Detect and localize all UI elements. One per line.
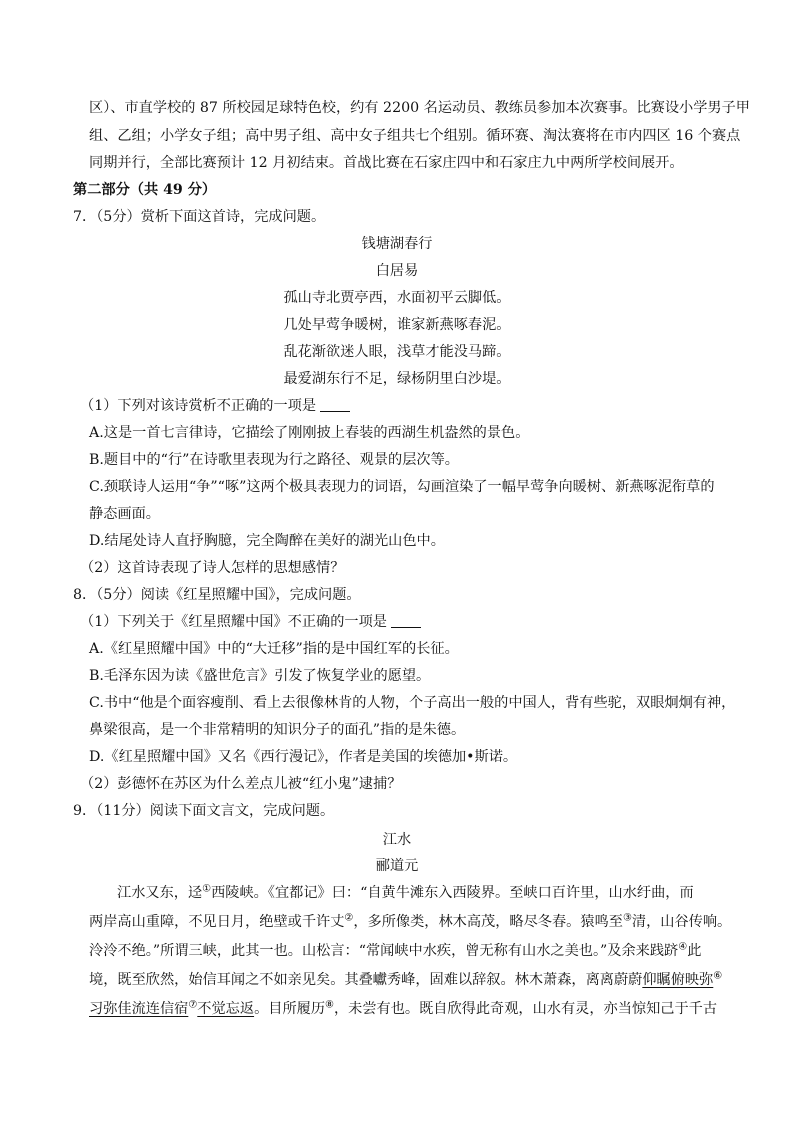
q7-poem-line-4: 最爱湖东行不足，绿杨阴里白沙堤。 (283, 371, 511, 387)
q9-underlined-phrase-3: 不觉忘返 (197, 1001, 255, 1017)
q7-option-a: A.这是一首七言律诗，它描绘了刚刚披上春装的西湖生机盎然的景色。 (89, 425, 530, 441)
q8-option-c-line2: 鼻梁很高，是一个非常精明的知识分子的面孔”指的是朱德。 (89, 722, 466, 738)
q7-option-b: B.题目中的“行”在诗歌里表现为行之路径、观景的层次等。 (89, 452, 459, 468)
q7-stem: 7．（5分）赏析下面这首诗，完成问题。 (73, 209, 326, 225)
q7-sub1 (80, 396, 350, 416)
note-marker-4: ④ (678, 941, 688, 953)
q9-p1-text-a: 江水又东，迳 (117, 885, 203, 901)
note-marker-2: ② (344, 912, 354, 924)
q9-p3-text-a: 泠泠不绝。”所谓三峡，此其一也。山松言：“常闻峡中水疾，曾无称有山水之美也。”及余来践跻 (89, 943, 679, 959)
q9-p5-text-b: ，未尝有也。既自欣得此奇观，山水有灵，亦当惊知己于千古 (333, 1001, 718, 1017)
q7-poem-author: 白居易 (375, 263, 419, 279)
q9-p5-text-a: 。目所履历 (254, 1001, 326, 1017)
q8-sub2: （2）彭德怀在苏区为什么差点儿被“红小鬼”逮捕？ (80, 776, 402, 792)
q9-passage-line-4 (89, 970, 722, 990)
q9-passage-title: 江水 (382, 832, 412, 848)
q9-stem: 9．（11分）阅读下面文言文，完成问题。 (73, 803, 335, 819)
q9-passage-author: 郦道元 (375, 858, 419, 874)
q7-option-d: D.结尾处诗人直抒胸臆，完全陶醉在美好的湖光山色中。 (89, 533, 445, 549)
q9-p2-text-a: 两岸高山重障，不见日月，绝壁或千许丈 (89, 914, 345, 930)
q8-answer-blank[interactable] (391, 613, 421, 628)
note-marker-6: ⑥ (713, 970, 723, 982)
q8-option-c-line1: C.书中“他是个面容瘦削、看上去很像林肯的人物，个子高出一般的中国人，背有些驼，双眼炯炯有神， (89, 695, 736, 711)
q8-stem: 8．（5分）阅读《红星照耀中国》，完成问题。 (73, 587, 361, 603)
intro-line-3: 同期并行，全部比赛预计 12 月初结束。首战比赛在石家庄四中和石家庄九中两所学校间展开。 (89, 155, 684, 171)
q8-option-a: A.《红星照耀中国》中的“大迁移”指的是中国红军的长征。 (89, 641, 459, 657)
q7-sub2: （2）这首诗表现了诗人怎样的思想感情？ (80, 560, 345, 576)
q9-p1-text-b: 西陵峡。《宜都记》曰：“自黄牛滩东入西陵界。至峡口百许里，山水纡曲，而 (211, 885, 694, 901)
intro-line-1: 区）、市直学校的 87 所校园足球特色校，约有 2200 名运动员、教练员参加本次赛事。比赛设小学男子甲 (89, 100, 750, 116)
q9-passage-line-2 (89, 912, 731, 932)
q8-option-b: B.毛泽东因为读《盛世危言》引发了恢复学业的愿望。 (89, 668, 431, 684)
q9-p4-text-a: 境，既至欣然，始信耳闻之不如亲见矣。其叠巘秀峰，固难以辞叙。林木萧森，离离蔚蔚 (89, 972, 643, 988)
q9-passage-line-5 (89, 999, 717, 1019)
q7-answer-blank[interactable] (320, 397, 350, 412)
q9-p2-text-b: ，多所像类，林木高茂，略尽冬春。猿鸣至 (353, 914, 623, 930)
note-marker-3: ③ (622, 912, 632, 924)
q7-poem-line-1: 孤山寺北贾亭西，水面初平云脚低。 (283, 290, 511, 306)
q8-sub1 (80, 612, 421, 632)
intro-line-2: 组、乙组；小学女子组；高中男子组、高中女子组共七个组别。循环赛、淘汰赛将在市内四区 16 个赛点 (89, 128, 741, 144)
q8-option-d: D.《红星照耀中国》又名《西行漫记》，作者是美国的埃德加•斯诺。 (89, 749, 518, 765)
note-marker-1: ① (202, 883, 212, 895)
q7-poem-line-2: 几处早莺争暖树，谁家新燕啄春泥。 (283, 317, 511, 333)
q7-sub1-text: （1）下列对该诗赏析不正确的一项是 (80, 398, 317, 414)
q9-passage-line-1 (89, 883, 694, 903)
q9-underlined-phrase-1: 仰瞩俯映弥 (642, 972, 714, 988)
note-marker-8: ⑧ (325, 999, 334, 1011)
q9-underlined-phrase-2: 习弥佳流连信宿 (89, 1001, 189, 1017)
q7-poem-title: 钱塘湖春行 (361, 236, 433, 252)
q9-passage-line-3 (89, 941, 701, 961)
part2-heading: 第二部分（共 49 分） (73, 182, 217, 198)
q7-poem-line-3: 乱花渐欲迷人眼，浅草才能没马蹄。 (283, 344, 511, 360)
q9-p2-text-c: 清，山谷传响。 (631, 914, 732, 930)
q9-p3-text-b: 此 (687, 943, 702, 959)
q7-option-c-line1: C.颈联诗人运用“争”“啄”这两个极具表现力的词语，勾画渲染了一幅早莺争向暖树、新燕啄泥衔草的 (89, 479, 715, 495)
q7-option-c-line2: 静态画面。 (89, 506, 160, 522)
note-marker-7: ⑦ (188, 999, 198, 1011)
q8-sub1-text: （1）下列关于《红星照耀中国》不正确的一项是 (80, 614, 387, 630)
